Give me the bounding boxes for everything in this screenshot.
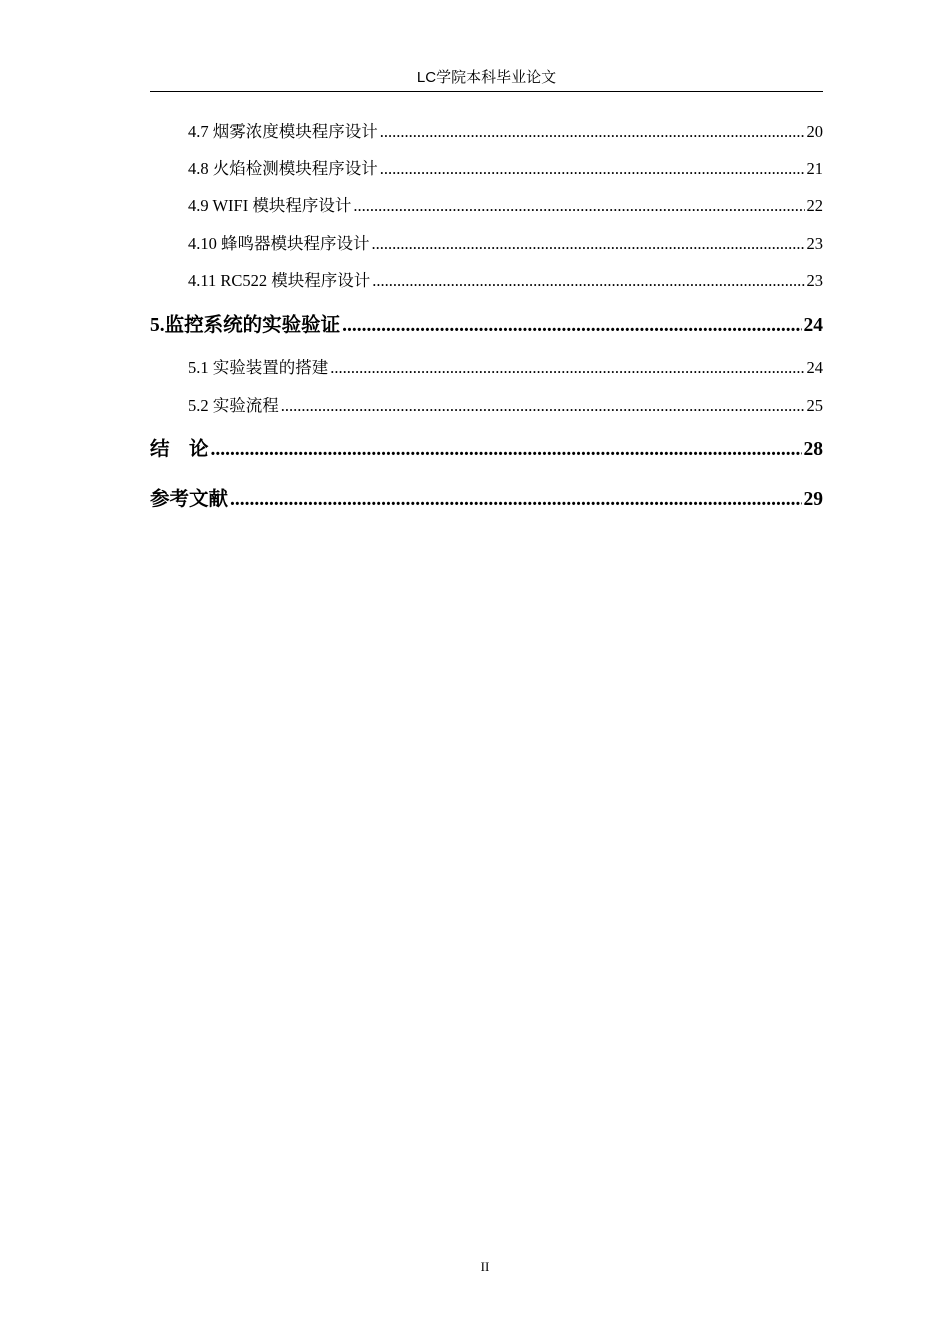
toc-dot-leader bbox=[353, 195, 804, 217]
toc-entry-4-8[interactable] bbox=[188, 158, 823, 180]
toc-entry-label: 4.11 RC522 模块程序设计 bbox=[188, 271, 371, 290]
toc-entry-4-9[interactable] bbox=[188, 195, 823, 217]
toc-entry-page: 28 bbox=[803, 439, 823, 460]
toc-dot-leader bbox=[372, 233, 805, 255]
toc-entry-page: 22 bbox=[806, 196, 823, 215]
toc-entry-label: 5.监控系统的实验验证 bbox=[150, 315, 341, 336]
toc-entry-label: 5.1 实验装置的搭建 bbox=[188, 358, 329, 377]
toc-entry-label: 4.10 蜂鸣器模块程序设计 bbox=[188, 234, 370, 253]
toc-dot-leader bbox=[380, 121, 805, 143]
toc-entry-label: 结 论 bbox=[150, 439, 209, 460]
toc-dot-leader bbox=[342, 313, 801, 339]
toc-entry-label: 4.7 烟雾浓度模块程序设计 bbox=[188, 122, 378, 141]
toc-dot-leader bbox=[281, 395, 805, 417]
toc-entry-label: 5.2 实验流程 bbox=[188, 396, 279, 415]
page-header-title: LC学院本科毕业论文 bbox=[416, 69, 557, 86]
toc-entry-4-7[interactable] bbox=[188, 121, 823, 143]
toc-entry-label: 参考文献 bbox=[150, 489, 229, 510]
toc-conclusion[interactable] bbox=[150, 437, 823, 463]
toc-chapter-5[interactable] bbox=[150, 313, 823, 339]
toc-entry-page: 24 bbox=[803, 315, 823, 336]
toc-dot-leader bbox=[230, 487, 801, 513]
toc-entry-page: 23 bbox=[806, 234, 823, 253]
toc-entry-4-11[interactable] bbox=[188, 270, 823, 292]
toc-dot-leader bbox=[330, 357, 804, 379]
toc-entry-page: 21 bbox=[806, 159, 823, 178]
toc-dot-leader bbox=[380, 158, 805, 180]
toc-entry-page: 29 bbox=[803, 489, 823, 510]
toc-dot-leader bbox=[372, 270, 804, 292]
toc-entry-5-2[interactable] bbox=[188, 395, 823, 417]
toc-references[interactable] bbox=[150, 487, 823, 513]
toc-entry-page: 24 bbox=[806, 358, 823, 377]
toc-entry-page: 23 bbox=[806, 271, 823, 290]
toc-entry-label: 4.8 火焰检测模块程序设计 bbox=[188, 159, 378, 178]
toc-entry-page: 20 bbox=[806, 122, 823, 141]
toc-entry-4-10[interactable] bbox=[188, 233, 823, 255]
toc-entry-label: 4.9 WIFI 模块程序设计 bbox=[188, 196, 352, 215]
page-number: II bbox=[480, 1259, 490, 1274]
toc-entry-page: 25 bbox=[806, 396, 823, 415]
toc-entry-5-1[interactable] bbox=[188, 357, 823, 379]
header-divider bbox=[150, 91, 823, 92]
toc-dot-leader bbox=[211, 437, 802, 463]
